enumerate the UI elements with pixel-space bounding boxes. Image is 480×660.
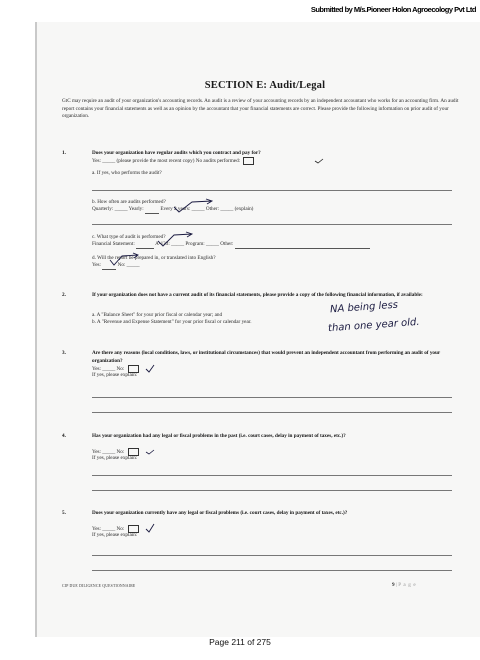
- q4-answer-line-2: [92, 490, 452, 491]
- q2b-text: b. A "Revenue and Expense Statement" for your prior fiscal or calendar year.: [92, 319, 252, 325]
- no-audits-checkbox[interactable]: [243, 157, 254, 165]
- q5-answer-line-1: [92, 555, 452, 556]
- no-audits-mark: [314, 158, 324, 164]
- q5-no-checkmark: [145, 524, 155, 533]
- q4-explain-label: If yes, please explain:: [92, 455, 138, 461]
- q1a-answer-line: [92, 190, 452, 191]
- q3-text: Are there any reasons (local conditions, laws, or institutional circumstances) that would prevent an independent accountant from performing an audit of your organization?: [92, 350, 441, 364]
- q5-number: 5.: [62, 510, 66, 516]
- page-counter: Page 211 of 275: [209, 637, 271, 647]
- q1d-no-label: No: _____: [117, 262, 140, 268]
- q1b-options-2: Every 2 years: _____ Other: _____ (explain): [160, 206, 254, 212]
- financial-statement-blank[interactable]: [136, 243, 154, 249]
- q1c-options-1: Financial Statement:: [92, 241, 135, 247]
- intro-paragraph: GtC may require an audit of your organization's accounting records. An audit is a review of your accounting records by an independent accountant who works for an accounting firm. An audit report contains your financial statements as well as an opinion by the accountant that your financial statements are correct. Please provide the following information on prior audit of your organization.: [62, 98, 459, 120]
- q4-answer-line-1: [92, 475, 452, 476]
- q1b-label: b. How often are audits performed?: [92, 199, 166, 205]
- q3-answer-line-1: [92, 397, 452, 398]
- q1a-label: a. If yes, who performs the audit?: [92, 170, 162, 176]
- q4-text: Has your organization had any legal or fiscal problems in the past (i.e. court cases, delay in payment of taxes, etc.)?: [92, 433, 346, 439]
- footer-page-word: P a g e: [398, 582, 417, 588]
- q4-yes-no-label: Yes: _____ No:: [92, 449, 125, 456]
- section-title: SECTION E: Audit/Legal: [204, 80, 326, 91]
- q1c-options: [92, 241, 370, 249]
- english-yes-checkmark: [108, 253, 144, 267]
- financial-statement-checkmark: [156, 232, 196, 248]
- q4-number: 4.: [62, 433, 66, 439]
- q1d-yes-label: Yes:: [92, 262, 101, 268]
- handwritten-note-line1: NA being less: [329, 299, 399, 316]
- q1c-label: c. What type of audit is performed?: [92, 234, 166, 240]
- yearly-checkmark: [172, 198, 222, 214]
- q3-yes-no-label: Yes: _____ No:: [92, 366, 125, 373]
- q3-number: 3.: [62, 350, 66, 356]
- q3-answer-line-2: [92, 412, 452, 413]
- q2a-text: a. A "Balance Sheet" for your prior fiscal or calendar year; and: [92, 312, 223, 318]
- footer-page-num: 9: [392, 582, 395, 588]
- q5-explain-label: If yes, please explain:: [92, 532, 138, 538]
- q1-number: 1.: [62, 150, 66, 156]
- other-audit-blank[interactable]: [235, 243, 370, 249]
- q1b-options-1: Quarterly: _____ Yearly:: [92, 206, 144, 212]
- handwritten-note-line2: than one year old.: [327, 316, 420, 335]
- q5-text: Does your organization currently have any legal or fiscal problems (i.e. court cases, delay in payment of taxes, etc.)?: [92, 510, 348, 516]
- submitted-by-header: Submitted by M/s.Pioneer Holon Agroecology Pvt Ltd: [310, 5, 476, 14]
- q2-text: If your organization does not have a current audit of its financial statements, please provide a copy of the following financial information, if available:: [92, 292, 423, 298]
- q1d-label: d. Will the report be prepared in, or translated into English?: [92, 255, 216, 261]
- q1b-answer-line: [92, 224, 452, 225]
- q5-answer-line-2: [92, 570, 452, 571]
- footer-page-number: 9 | P a g e: [392, 582, 417, 588]
- q1c-options-2: A-133: _____ Program: _____ Other:: [155, 241, 234, 247]
- scan-edge: [35, 22, 37, 637]
- q4-no-mark: [145, 449, 155, 455]
- q2-number: 2.: [62, 292, 66, 298]
- q5-yes-no-label: Yes: _____ No:: [92, 526, 125, 533]
- q1-text: Does your organization have regular audits which you contract and pay for?: [92, 150, 261, 156]
- q3-explain-label: If yes, please explain:: [92, 372, 138, 378]
- q1-yes-line: [92, 157, 254, 166]
- footer-questionnaire-name: CIP DUE DILIGENCE QUESTIONNAIRE: [62, 584, 136, 588]
- yearly-blank[interactable]: [145, 208, 159, 214]
- q3-no-checkmark: [145, 365, 155, 373]
- q1-yes-label: Yes: _____ (please provide the most recent copy) No audits performed:: [92, 158, 241, 165]
